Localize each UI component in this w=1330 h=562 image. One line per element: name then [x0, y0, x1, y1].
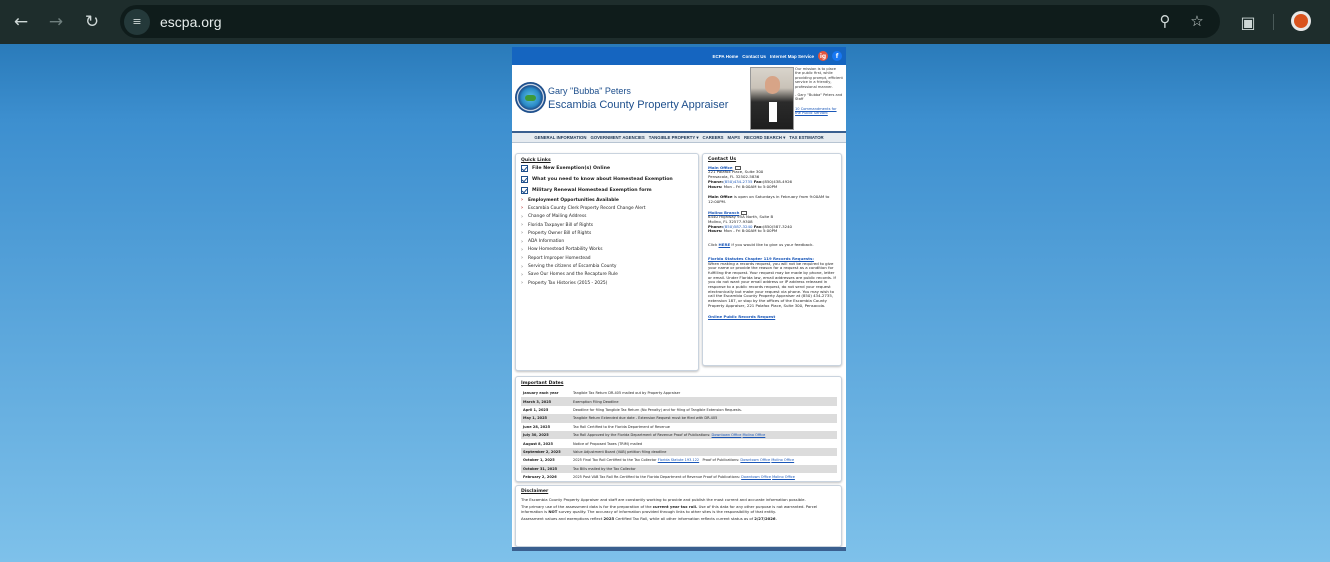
main-office-phone[interactable]: (850)434-2735: [723, 178, 753, 184]
online-records-request-link[interactable]: Online Public Records Request: [708, 313, 776, 319]
quick-link-item[interactable]: › Change of Mailing Address: [521, 213, 587, 220]
site-header: [512, 65, 846, 133]
appraiser-name: Gary "Bubba" Peters: [548, 86, 631, 96]
chevron-right-icon: ›: [521, 222, 524, 229]
reload-icon[interactable]: ↻: [84, 12, 100, 32]
quick-link-featured[interactable]: Military Renewal Homestead Exemption form: [521, 185, 693, 196]
menu-government-agencies[interactable]: GOVERNMENT AGENCIES: [590, 135, 645, 140]
checkbox-icon: [521, 165, 528, 172]
facebook-icon[interactable]: f: [832, 51, 842, 61]
chevron-right-icon: ›: [521, 197, 524, 204]
molino-phone[interactable]: (850)587-3240: [723, 223, 753, 229]
feedback-link[interactable]: HERE: [718, 242, 731, 248]
table-row: February 2, 2026 2025 Post VAB Tax Roll Re-Certified to the Florida Department of Revenue Proof of Publications: Downtown Office Molino Office: [523, 475, 795, 480]
molino-hours: Mon - Fri 8:00AM to 5:00PM: [723, 228, 778, 234]
quick-link-featured[interactable]: File New Exemption(s) Online: [521, 163, 693, 174]
address-bar[interactable]: [120, 5, 1220, 38]
extensions-icon[interactable]: ▣: [1240, 12, 1256, 32]
chevron-right-icon: ›: [521, 280, 524, 287]
main-office-hours: Mon - Fri 8:00AM to 5:00PM: [723, 183, 778, 189]
molino-fax: (850)587-3240: [762, 223, 793, 229]
chevron-right-icon: ›: [521, 246, 524, 253]
site-title[interactable]: Escambia County Property Appraiser: [548, 99, 729, 111]
table-row: July 30, 2025 Tax Roll Approved by the Florida Department of Revenue Proof of Publications: Downtown Office Molino Office: [521, 431, 837, 439]
table-row: October 1, 2025 2025 Final Tax Roll Certified to the Tax Collector Florida Statute 193.122 Proof of Publications: Downtown Office Molino Office: [523, 458, 795, 463]
disclaimer-panel: [515, 485, 842, 547]
checkbox-icon: [521, 187, 528, 194]
table-row: April 1, 2025 Deadline for filing Tangible Tax Return (No Penalty) and for filing of Tangible Extension Requests.: [523, 407, 742, 412]
quick-link-item[interactable]: › Property Tax Histories (2015 - 2025): [521, 280, 608, 287]
star-icon[interactable]: ☆: [1190, 12, 1204, 30]
menu-general-information[interactable]: GENERAL INFORMATION: [534, 135, 587, 140]
web-page: [512, 47, 846, 551]
menu-tax-estimator[interactable]: TAX ESTIMATOR: [789, 135, 824, 140]
commandments-link[interactable]: 10 Commandments for the Public Servant: [795, 106, 837, 116]
molino-branch-link[interactable]: Molino Branch: [708, 209, 740, 215]
molino-address1: 6440 Highway 95A North, Suite B: [708, 214, 774, 220]
quick-link-item[interactable]: › Report Improper Homestead: [521, 255, 591, 262]
menu-maps[interactable]: MAPS: [727, 135, 740, 140]
quick-link-item[interactable]: › Florida Taxpayer Bill of Rights: [521, 222, 594, 229]
molino-address2: Molino, FL 32577-9308: [708, 219, 753, 225]
quick-link-item[interactable]: › How Homestead Portability Works: [521, 246, 603, 253]
quick-link-item[interactable]: › Serving the citizens of Escambia County: [521, 263, 617, 270]
url-text[interactable]: escpa.org: [160, 13, 222, 30]
saturday-hours-note: is open on Saturdays in February from 9:00AM to 12:00PM.: [708, 194, 830, 204]
disclaimer-text-3: Assessment values and exemptions reflect 2025 Certified Tax Roll, while all other information reflects current status as of 2/27/2026.: [521, 516, 777, 522]
downtown-office-link[interactable]: Downtown Office: [740, 458, 771, 463]
disclaimer-text-1: The Escambia County Property Appraiser and staff are constantly working to provide and publish the most current and accurate information possible.: [521, 496, 806, 502]
chevron-right-icon: ›: [521, 230, 524, 237]
toolbar-divider: [1273, 14, 1274, 30]
molino-office-link[interactable]: Molino Office: [742, 433, 766, 438]
menu-record-search[interactable]: RECORD SEARCH ▾: [743, 134, 786, 140]
mission-statement: [795, 67, 843, 116]
downtown-office-link[interactable]: Downtown Office: [711, 433, 742, 438]
chevron-right-icon: ›: [521, 271, 524, 278]
top-link-contact[interactable]: Contact Us: [742, 53, 766, 59]
main-menu: [512, 133, 846, 143]
instagram-icon[interactable]: ig: [819, 52, 827, 60]
chevron-right-icon: ›: [521, 238, 524, 245]
quick-link-item[interactable]: › Save Our Homes and the Recapture Rule: [521, 271, 618, 278]
chevron-right-icon: ›: [521, 255, 524, 262]
contact-panel: Contact Us Main Office 221 Palafox Place, Suite 300 Pensacola, FL 32502-5836 Phone:(850)434-2735 Fax:(850)438-4926 Hours: Mon - Fri 8:00AM to 5:00PM Main Office is open on Saturdays in February from 9:00AM to 12:00PM. Molino Branch 6440 Highway 95A North, Suite B Molino, FL 32577-9308 Phone:(850)587-3240 Fax:(850)587-3240 Hours: Mon - Fri 8:00AM to 5:00PM Click HERE if you would like to give us your feedback. Florida Statutes Chapter 119 Records Requests: When making a records request, you will not be required to give your name or provide the reason for a request as a condition for fulfilling the request. Your request may be made by phone, letter or email. Under Florida law, email addresses are public records. If you do not want your email address or IP address released in response to a public records request, do not send your request electronically but make your request via phone. You may wish to call the Escambia County Property Appraiser at (850) 434-2735, extension 187, or stop by the offices of the Escambia County Property Appraiser, 221 Palafox Place, Suite 300, Pensacola. Online Public Records Request: [702, 153, 842, 366]
table-row: September 2, 2025 Value Adjustment Board (VAB) petition filing deadline: [521, 448, 837, 456]
downtown-office-link[interactable]: Downtown Office: [741, 475, 771, 480]
main-office-address1: 221 Palafox Place, Suite 300: [708, 169, 764, 175]
checkbox-icon: [521, 176, 528, 183]
main-office-fax: (850)438-4926: [762, 178, 793, 184]
top-nav-bar: [512, 47, 846, 65]
county-seal-logo[interactable]: [515, 82, 546, 113]
table-row: May 1, 2025 Tangible Return Extended due date - Extension Request must be filed with DR-405: [521, 414, 837, 422]
main-office-address2: Pensacola, FL 32502-5836: [708, 174, 760, 180]
quick-link-item[interactable]: › Property Owner Bill of Rights: [521, 230, 592, 237]
zoom-icon[interactable]: ⚲: [1159, 12, 1171, 30]
browser-toolbar: [0, 0, 1330, 44]
florida-statute-link[interactable]: Florida Statute 193.122: [657, 458, 700, 463]
important-dates-table: [521, 389, 837, 481]
menu-careers[interactable]: CAREERS: [702, 135, 724, 140]
disclaimer-title: Disclaimer: [521, 489, 549, 494]
mission-signature: - Gary "Bubba" Peters and Staff: [795, 93, 843, 102]
chevron-right-icon: ›: [521, 263, 524, 270]
quick-link-item[interactable]: › ADA Information: [521, 238, 565, 245]
footer-bar: [512, 547, 846, 551]
quick-links-title: Quick Links: [521, 158, 551, 163]
table-row: March 3, 2025 Exemption Filing Deadline: [521, 397, 837, 405]
main-office-link[interactable]: Main Office: [708, 164, 733, 170]
quick-link-item[interactable]: › Employment Opportunities Available: [521, 197, 619, 204]
statutes-heading[interactable]: Florida Statutes Chapter 119 Records Requests:: [708, 255, 814, 261]
disclaimer-text-2: The primary use of the assessment data is for the preparation of the current year tax roll. Use of this data for any other purpose is not warranted. Parcel information is NOT survey quality. The accuracy of information provided through links to other sites is the responsibility of that entity.: [521, 504, 818, 514]
table-row: October 31, 2025 Tax Bills mailed by the Tax Collector: [521, 465, 837, 473]
menu-tangible-property[interactable]: TANGIBLE PROPERTY ▾: [648, 134, 699, 140]
chevron-right-icon: ›: [521, 213, 524, 220]
appraiser-photo: [750, 67, 794, 130]
site-settings-icon[interactable]: ≡: [124, 9, 150, 35]
contact-title: Contact Us: [708, 157, 737, 162]
quick-links-panel: [515, 153, 699, 371]
mission-text: Our mission is to place the public first, while providing prompt, efficient service in a friendly, professional manner.: [795, 67, 843, 89]
table-row: August 8, 2025 Notice of Proposed Taxes (TRIM) mailed: [523, 441, 643, 446]
quick-link-featured[interactable]: What you need to know about Homestead Exemption: [521, 174, 693, 185]
important-dates-title: Important Dates: [521, 381, 564, 386]
back-icon[interactable]: ←: [13, 12, 29, 32]
top-link-map-service[interactable]: Internet Map Service: [769, 53, 814, 59]
top-link-home[interactable]: ECPA Home: [712, 53, 739, 59]
profile-icon[interactable]: [1291, 11, 1311, 31]
statutes-text: When making a records request, you will not be required to give your name or provide the reason for a request as a condition for fulfilling the request. Your request may be made by phone, letter or email. Under Florida law, email addresses are public records. If you do not want your email address or IP address released in response to a public records request, do not send your request electronically but make your request via phone. You may wish to call the Escambia County Property Appraiser at (850) 434-2735, extension 187, or stop by the offices of the Escambia County Property Appraiser, 221 Palafox Place, Suite 300, Pensacola.: [708, 260, 836, 308]
molino-office-link[interactable]: Molino Office: [772, 475, 795, 480]
table-row: January each year Tangible Tax Return DR-405 mailed out by Property Appraiser: [523, 391, 681, 396]
important-dates-panel: [515, 376, 842, 482]
chevron-right-icon: ›: [521, 205, 524, 212]
table-row: June 28, 2025 Tax Roll Certified to the Florida Department of Revenue: [523, 424, 670, 429]
quick-link-item[interactable]: › Escambia County Clerk Property Record Change Alert: [521, 205, 646, 212]
forward-icon[interactable]: →: [48, 12, 64, 32]
molino-office-link[interactable]: Molino Office: [771, 458, 795, 463]
